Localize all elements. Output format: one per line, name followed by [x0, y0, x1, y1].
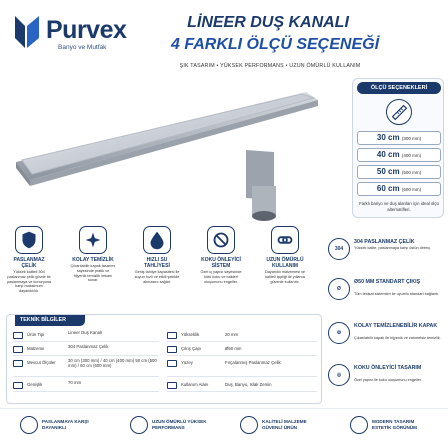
- product-image: [6, 80, 326, 230]
- size-icon: [13, 360, 23, 367]
- cover-icon: ⚙: [328, 322, 350, 344]
- brand-name: Purvex: [46, 16, 127, 44]
- sparkle-icon: [79, 226, 107, 254]
- page-subtitle: 4 FARKLI ÖLÇÜ SEÇENEĞİ: [170, 36, 380, 53]
- spec-outlet: Ø Ø50 MM STANDART ÇIKIŞ Tüm tesisat sistemleri ile uyumlu standart bağlantı.: [328, 276, 446, 316]
- bottom-strip: PASLANMAYA KARŞI DAYANIKLI UZUN ÖMÜRLÜ YÜKSEK PERFORMANS KALİTELİ MALZEME GÜVENLİ ÜRÜN MODERN TASARIM ESTETİK GÖRÜNÜM: [0, 408, 448, 448]
- size-option-60[interactable]: 60 cm (600 mm): [357, 182, 441, 196]
- ruler-icon: [386, 99, 412, 125]
- outlet-icon: [167, 346, 177, 353]
- width-icon: [13, 382, 23, 389]
- ban-icon: [207, 226, 235, 254]
- table-row: Yüzey Fırçalanmış Paslanmaz Çelik: [167, 357, 317, 377]
- table-row: Genişlik 70 mm: [13, 379, 159, 392]
- material-icon: [13, 346, 23, 353]
- spec-odor: ◎ KOKU ÖNLEYİCİ TASARIM Özel yapısı ile koku oluşumunu engeller.: [328, 362, 446, 402]
- spec-304: 304 304 PASLANMAZ ÇELİK Yüksek kalite, paslanmaya karşı üstün direnç.: [328, 236, 446, 276]
- spec-cover: ⚙ KOLAY TEMİZLENEBİLİR KAPAK Çıkarılabilir kapak ile hijyenik ve zahmetsiz temizlik.: [328, 320, 446, 360]
- table-row: Malzeme 304 Paslanmaz Çelik: [13, 343, 159, 356]
- type-icon: [13, 332, 23, 339]
- feature-odor: KOKU ÖNLEYİCİ SİSTEM Özel iç yapısı sayesinde kötü koku ve bakteri oluşumunu engeller.: [198, 226, 244, 284]
- size-option-30[interactable]: 30 cm (300 mm): [357, 131, 441, 145]
- tech-table: [6, 314, 322, 404]
- size-option-50[interactable]: 50 cm (500 mm): [357, 165, 441, 179]
- table-row: Kullanım Alanı Duş, Banyo, Islak Zemin: [167, 379, 317, 392]
- drop-icon: [143, 226, 171, 254]
- table-row: Yükseklik 20 mm: [167, 329, 317, 342]
- logo-mark-icon: [12, 14, 42, 50]
- height-icon: [167, 332, 177, 339]
- usage-icon: [167, 382, 177, 389]
- table-row: Ürün Tipi Lineer Duş Kanalı: [13, 329, 159, 342]
- size-note: Farklı banyo ve duş alanları için ideal ölçü alternatifleri.: [359, 201, 439, 212]
- table-row: Mevcut Ölçüler 30 cm (300 mm) / 40 cm (400 mm) 50 cm (500 mm) / 60 cm (600 mm): [13, 357, 159, 377]
- diamond-icon: [350, 416, 368, 434]
- page-title: LİNEER DUŞ KANALI: [187, 14, 349, 31]
- feature-fast-drain: HIZLI SU TAHLİYESİ Geniş tahliye kapasitesi ile suyun hızlı ve etkili şekilde akmasını sağlar.: [134, 226, 180, 284]
- odor-icon: ◎: [328, 364, 350, 386]
- link-icon: [271, 226, 299, 254]
- surface-icon: [167, 360, 177, 367]
- size-options-panel: [352, 78, 444, 218]
- badge-304-icon: 304: [328, 238, 350, 260]
- check-icon: [240, 416, 258, 434]
- brand-sub: Banyo ve Mutfak: [58, 44, 107, 51]
- feature-long-life: UZUN ÖMÜRLÜ KULLANIM Dayanıklı malzemesi ve kaliteli işçiliği ile yıllarca güvenle kullanılır.: [262, 226, 308, 284]
- diameter-icon: Ø: [328, 278, 350, 300]
- feature-easy-clean: KOLAY TEMİZLİK Çıkarılabilir kapak tasarımı sayesinde pratik ve hijyenik temizlik imkanı sunar.: [70, 226, 116, 283]
- size-option-40[interactable]: 40 cm (400 mm): [357, 148, 441, 162]
- brand-logo: [12, 14, 162, 64]
- feature-stainless: PASLANMAZ ÇELİK Yüksek kaliteli 304 paslanmaz çelik gövde ile paslanmaya ve korozyona karşı maksimum dayanıklılık.: [6, 226, 52, 294]
- tagline: ŞIK TASARIM • YÜKSEK PERFORMANS • UZUN ÖMÜRLÜ KULLANIM: [179, 63, 361, 69]
- table-row: Çıkış Çapı Ø50 mm: [167, 343, 317, 356]
- shield-check-icon: [20, 416, 38, 434]
- size-options-heading: ÖLÇÜ SEÇENEKLERİ: [357, 82, 441, 94]
- clock-icon: [130, 416, 148, 434]
- tech-heading: TEKNİK BİLGİLER: [15, 315, 85, 326]
- shield-icon: [15, 226, 43, 254]
